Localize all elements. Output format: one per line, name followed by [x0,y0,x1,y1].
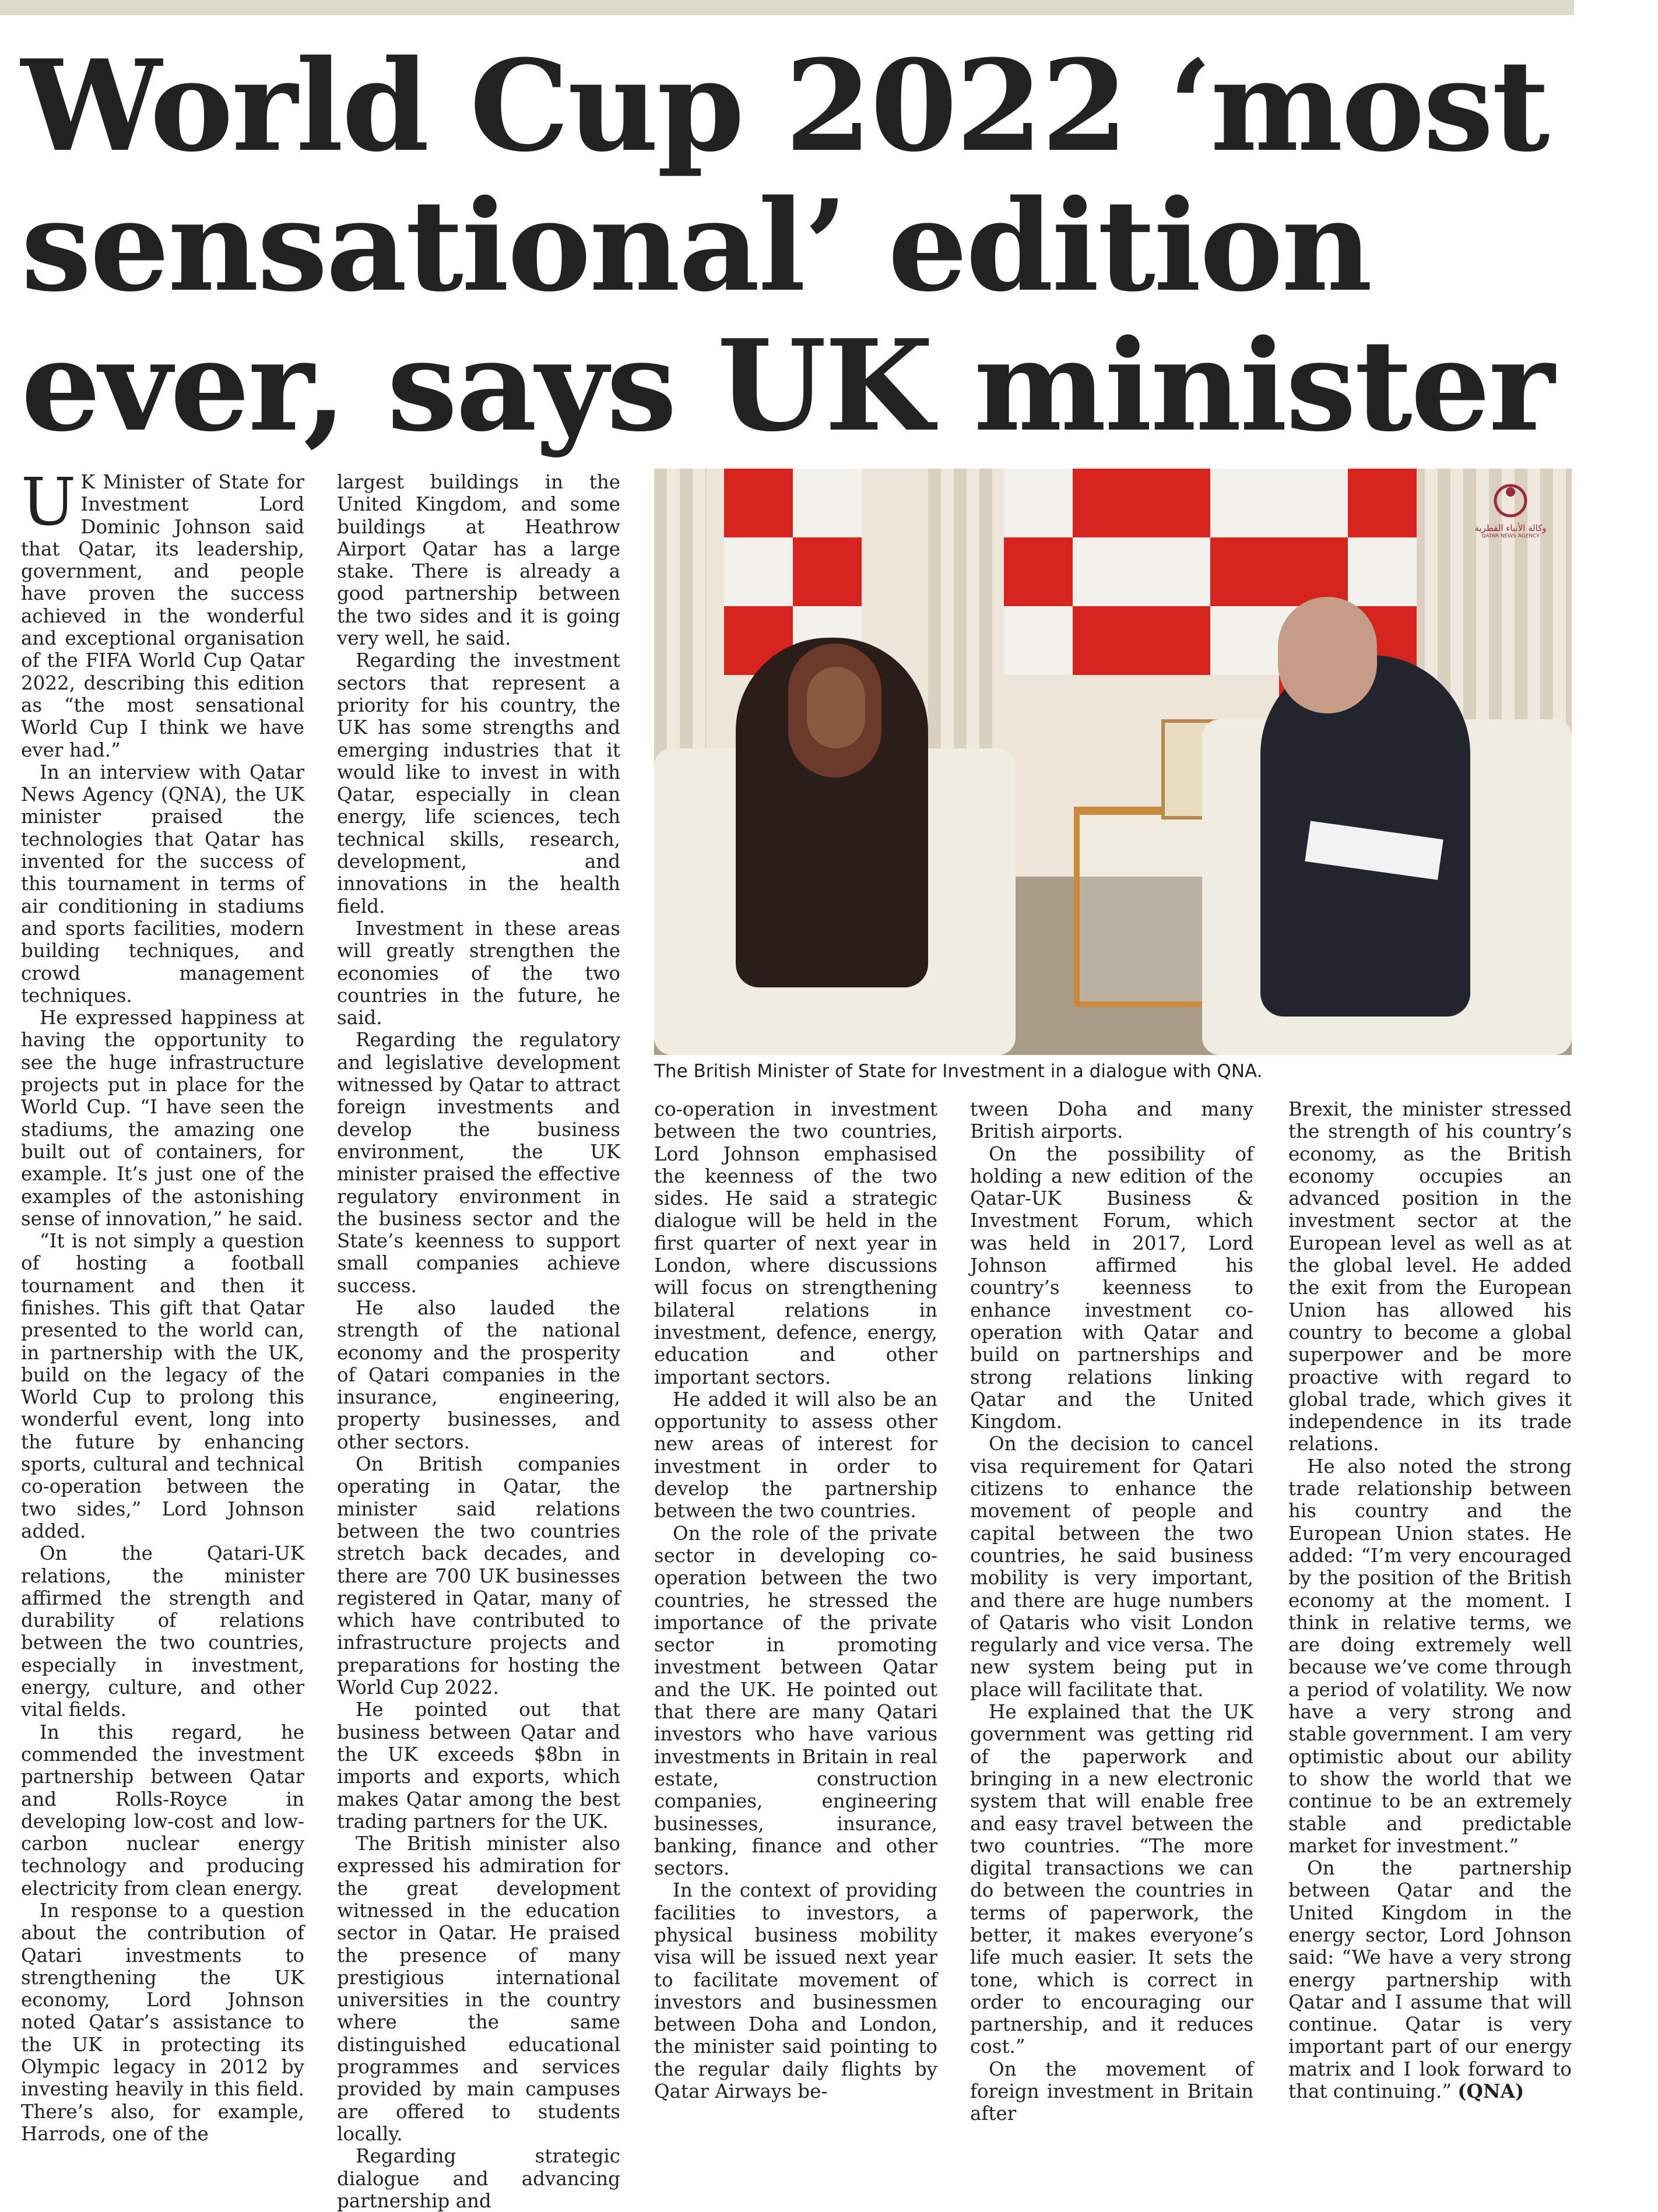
paragraph: On the possibility of holding a new edition of the Qatar-UK Business & Investment Forum, which was held in 2017, Lord Johnson affirmed his country’s keenness to enhance investment co-operation with Qatar and build on partnerships and strong relations linking Qatar and the United Kingdom. [970,1142,1253,1433]
paragraph: On the decision to cancel visa requirement for Qatari citizens to enhance the movement of people and capital between the two countries, he said business mobility is very important, and there are huge numbers of Qataris who visit London regularly and vice versa. The new system being put in place will facilitate that. [970,1433,1253,1701]
paragraph: He also lauded the strength of the national economy and the prosperity of Qatari companies in the insurance, engineering, property businesses, and other sectors. [337,1296,620,1453]
man-head [1278,597,1377,713]
logo-arabic: وكالة الأنباء القطرية [1474,523,1547,533]
paragraph: “It is not simply a question of hosting a football tournament and then it finishes. This gift that Qatar presented to the world can, in partnership with the UK, build on the legacy of the World Cup to prolong this wonderful event, long into the future by enhancing sports, cultural and technical co-operation between the two sides,” Lord Johnson added. [21,1230,304,1542]
top-rule [0,0,1574,15]
qna-emblem-icon [1490,480,1531,521]
signature: (QNA) [1457,2080,1524,2103]
headline-line-1: World Cup 2022 ‘most [21,32,1548,180]
article-column-1 [21,465,304,2145]
paragraph: Regarding strategic dialogue and advancing partnership and [337,2145,620,2212]
paragraph: He expressed happiness at having the opportunity to see the huge infrastructure projects put in place for the World Cup. “I have seen the stadiums, the amazing one built out of containers, for example. It’s just one of the examples of the astonishing sense of innovation,” he said. [21,1007,304,1230]
paragraph: On the role of the private sector in developing co-operation between the two countries, he stressed the importance of the private sector in promoting investment between Qatar and the UK. He pointed out that there are many Qatari investors who have various investments in Britain in real estate, construction companies, engineering businesses, insurance, banking, finance and other sectors. [654,1522,937,1880]
photo-caption: The British Minister of State for Investment in a dialogue with QNA. [654,1061,1263,1082]
paragraph: U K Minister of State for Investment Lord Dominic Johnson said that Qatar, its leadership, government, and people have proven the success achieved in the wonderful and exceptional organisation of the FIFA World Cup Qatar 2022, describing this edition as “the most sensational World Cup I think we have ever had.” [21,465,304,761]
paragraph: On the movement of foreign investment in Britain after [970,2058,1253,2125]
paragraph: In an interview with Qatar News Agency (QNA), the UK minister praised the technologies that Qatar has invented for the success of this tournament in terms of air conditioning in stadiums and sports facilities, modern building techniques, and crowd management techniques. [21,761,304,1007]
article-column-4 [970,1098,1253,2125]
paragraph: largest buildings in the United Kingdom, and some buildings at Heathrow Airport Qatar has a large stake. There is already a good partnership between the two sides and it is going very well, he said. [337,471,620,650]
paragraph: On British companies operating in Qatar, the minister said relations between the two countries stretch back decades, and there are 700 UK businesses registered in Qatar, many of which have contributed to infrastructure projects and preparations for hosting the World Cup 2022. [337,1453,620,1699]
paragraph: He also noted the strong trade relationship between his country and the European Union states. He added: “I’m very encouraged by the position of the British economy at the moment. I think in relative terms, we are doing extremely well because we’ve come through a period of volatility. We now have a very strong and stable government. I am very optimistic about our ability to show the world that we continue to be an extremely stable and predictable market for investment.” [1288,1455,1572,1857]
paragraph: In the context of providing facilities to investors, a physical business mobility visa will be issued next year to facilitate movement of investors and businessmen between Doha and London, the minister said pointing to the regular daily flights by Qatar Airways be- [654,1879,937,2103]
headline [21,32,1595,459]
article-column-2 [337,471,620,2212]
paragraph: Regarding the investment sectors that represent a priority for his country, the UK has some strengths and emerging industries that it would like to invest in with Qatar, especially in clean energy, life sciences, tech technical skills, research, development, and innovations in the health field. [337,649,620,917]
paragraph: The British minister also expressed his admiration for the great development witnessed in the education sector in Qatar. He praised the presence of many prestigious international universities in the country where the same distinguished educational programmes and services provided by main campuses are offered to students locally. [337,1833,620,2145]
face [807,667,865,748]
paragraph: Regarding the regulatory and legislative development witnessed by Qatar to attract foreign investments and develop the business environment, the UK minister praised the effective regulatory environment in the business sector and the State’s keenness to support small companies achieve success. [337,1029,620,1297]
headline-line-3: ever, says UK minister [21,312,1553,459]
paragraph: Brexit, the minister stressed the strength of his country’s economy, as the British economy occupies an advanced position in the investment sector at the European level as well as at the global level. He added the exit from the European Union has allowed his country to become a global superpower and be more proactive with regard to global trade, which gives it independence in its trade relations. [1288,1098,1572,1455]
paragraph: He explained that the UK government was getting rid of the paperwork and bringing in a new electronic system that will enable free and easy travel between the two countries. “The more digital transactions we can do between the countries in terms of paperwork, the better, it makes everyone’s life much easier. It sets the tone, which is correct in order to encouraging our partnership, and it reduces cost.” [970,1701,1253,2058]
paragraph: In this regard, he commended the investment partnership between Qatar and Rolls-Royce in developing low-cost and low-carbon nuclear energy technology and producing electricity from clean energy. [21,1721,304,1900]
paragraph: tween Doha and many British airports. [970,1098,1253,1143]
paragraph: He added it will also be an opportunity to assess other new areas of interest for investment in order to develop the partnership between the two countries. [654,1388,937,1522]
paragraph: Investment in these areas will greatly strengthen the economies of the two countries in the future, he said. [337,917,620,1029]
logo-english: QATAR NEWS AGENCY [1481,533,1540,539]
drop-cap: U [21,465,76,540]
paragraph: On the Qatari-UK relations, the minister affirmed the strength and durability of relations between the two countries, especially in investment, energy, culture, and other vital fields. [21,1542,304,1721]
headline-line-2: sensational’ edition [21,172,1371,319]
paragraph: He pointed out that business between Qatar and the UK exceeds $8bn in imports and exports, which makes Qatar among the best trading partners for the UK. [337,1698,620,1833]
news-photo [654,469,1572,1055]
article-column-5 [1288,1098,1572,2103]
paragraph: On the partnership between Qatar and the United Kingdom in the energy sector, Lord Johnson said: “We have a very strong energy partnership with Qatar and I assume that will continue. Qatar is very important part of our energy matrix and I look forward to that continuing.” (QNA) [1288,1857,1572,2103]
paragraph: In response to a question about the contribution of Qatari investments to strengthening the UK economy, Lord Johnson noted Qatar’s assistance to the UK in protecting its Olympic legacy in 2012 by investing heavily in this field. There’s also, for example, Harrods, one of the [21,1900,304,2145]
qna-logo [1467,480,1554,556]
article-column-3 [654,1098,937,2103]
paragraph: co-operation in investment between the two countries, Lord Johnson emphasised the keenness of the two sides. He said a strategic dialogue will be held in the first quarter of next year in London, where discussions will focus on strengthening bilateral relations in investment, defence, energy, education and other important sectors. [654,1098,937,1388]
